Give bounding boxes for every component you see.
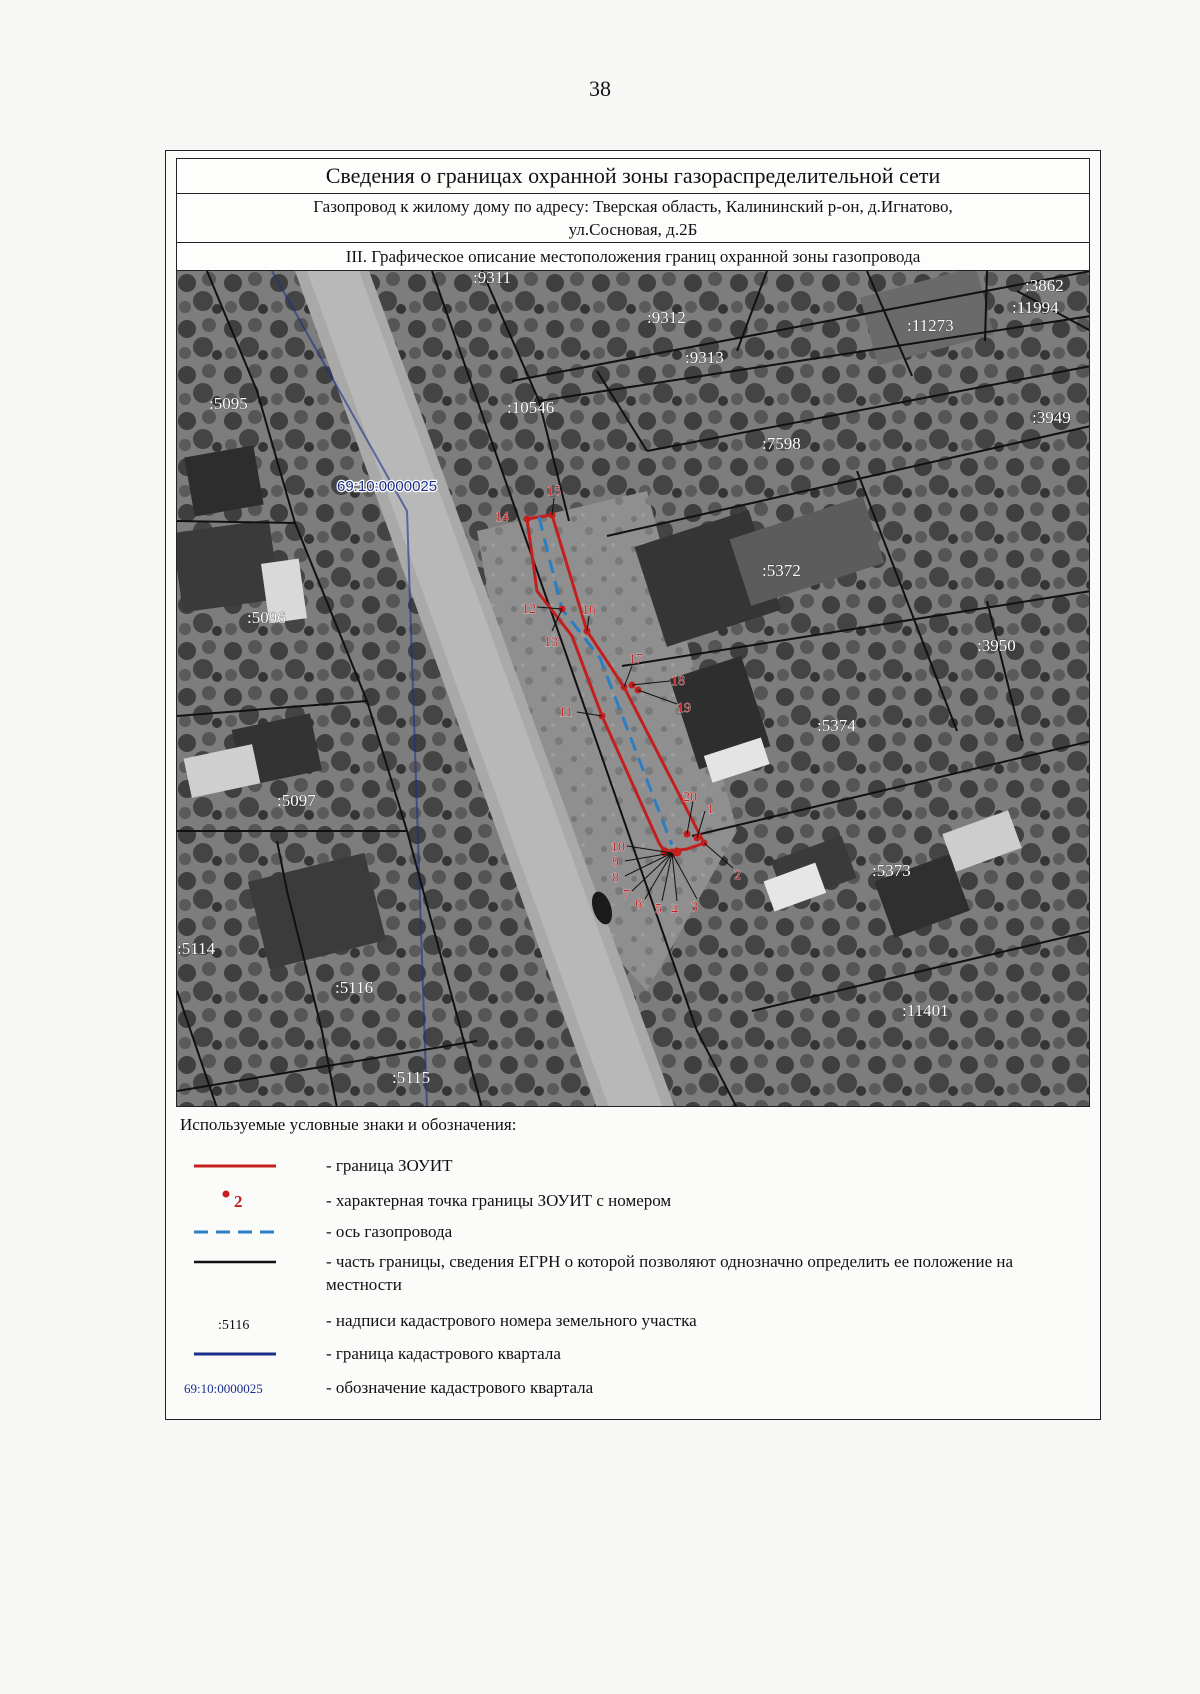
point-label-1: 1	[707, 802, 714, 817]
black-line-symbol	[180, 1247, 290, 1277]
point-label-20: 20	[683, 790, 697, 805]
page-number: 38	[589, 76, 611, 101]
point-label-3: 3	[691, 900, 698, 915]
legend-text: - обозначение кадастрового квартала	[326, 1378, 594, 1397]
legend-item-quarter-border	[166, 1339, 1102, 1369]
point-label-5: 5	[655, 902, 662, 917]
map-canvas	[177, 271, 1090, 1107]
protection-zone-sheet	[165, 150, 1101, 1420]
parcel-label: :5097	[277, 791, 316, 810]
point-label-7: 7	[623, 888, 630, 903]
legend-item-egrn-border	[166, 1247, 1102, 1297]
sheet-title: Сведения о границах охранной зоны газораспределительной сети	[176, 158, 1090, 194]
parcel-symbol-label: :5116	[218, 1318, 250, 1333]
legend-item-parcel-label	[166, 1307, 1102, 1337]
parcel-label-symbol	[180, 1307, 290, 1337]
legend-text: - часть границы, сведения ЕГРН о которой позволяют однозначно определить ее положение на местности	[326, 1252, 1014, 1294]
parcel-label: :7598	[762, 434, 801, 453]
parcel-label: :3862	[1025, 276, 1064, 295]
parcel-label: :5372	[762, 561, 801, 580]
parcel-label: :9311	[473, 271, 512, 287]
point-label-16: 16	[582, 603, 596, 618]
point-label-13: 13	[544, 635, 558, 650]
point-label-10: 10	[611, 840, 625, 855]
parcel-label: :5096	[247, 608, 286, 627]
quarter-symbol-label: 69:10:0000025	[184, 1381, 263, 1396]
legend-item-point	[166, 1185, 1102, 1215]
legend-item-pipeline-axis	[166, 1217, 1102, 1247]
point-label-11: 11	[559, 705, 573, 720]
legend-item-quarter-label	[166, 1373, 1102, 1403]
parcel-label: :9313	[685, 348, 724, 367]
legend-text: - граница кадастрового квартала	[326, 1344, 561, 1363]
parcel-label: :11401	[902, 1001, 949, 1020]
legend-text: - надписи кадастрового номера земельного участка	[326, 1311, 697, 1330]
point-symbol-label: 2	[234, 1192, 243, 1211]
legend-text: - характерная точка границы ЗОУИТ с номером	[326, 1191, 672, 1210]
quarter-label: 69:10:0000025	[337, 478, 438, 495]
parcel-label: :11994	[1012, 298, 1059, 317]
parcel-label: :5114	[177, 939, 216, 958]
parcel-label: :3949	[1032, 408, 1071, 427]
legend-title: Используемые условные знаки и обозначения:	[180, 1115, 517, 1134]
legend-text: - ось газопровода	[326, 1222, 453, 1241]
point-label-2: 2	[734, 868, 741, 883]
navy-line-symbol	[180, 1339, 290, 1369]
section-title: III. Графическое описание местоположения границ охранной зоны газопровода	[176, 242, 1090, 271]
parcel-label: :11273	[907, 316, 954, 335]
legend-item-zone-border	[166, 1151, 1102, 1181]
point-label-6: 6	[635, 897, 642, 912]
object-description	[176, 193, 1090, 243]
point-label-17: 17	[629, 652, 643, 667]
parcel-label: :10546	[507, 398, 555, 417]
parcel-label: :3950	[977, 636, 1016, 655]
point-label-19: 19	[677, 701, 691, 716]
red-point-symbol	[180, 1185, 290, 1215]
parcel-label: :5373	[872, 861, 911, 880]
parcel-label: :5115	[392, 1068, 431, 1087]
point-label-9: 9	[612, 855, 619, 870]
quarter-label-symbol	[180, 1373, 290, 1403]
point-label-8: 8	[612, 871, 619, 886]
point-label-15: 15	[547, 484, 561, 499]
legend-text: - граница ЗОУИТ	[326, 1156, 453, 1175]
parcel-label: :5095	[209, 394, 248, 413]
parcel-label: :5374	[817, 716, 856, 735]
point-label-14: 14	[495, 510, 509, 525]
parcel-label: :9312	[647, 308, 686, 327]
aerial-map	[176, 270, 1090, 1107]
point-label-4: 4	[671, 903, 678, 918]
point-label-18: 18	[671, 674, 685, 689]
object-line-1: Газопровод к жилому дому по адресу: Тверская область, Калининский р-он, д.Игнатово,	[313, 197, 953, 216]
blue-dashed-line-symbol	[180, 1217, 290, 1247]
parcel-label: :5116	[335, 978, 374, 997]
object-line-2: ул.Сосновая, д.2Б	[568, 220, 698, 239]
red-line-symbol	[180, 1151, 290, 1181]
point-label-12: 12	[522, 602, 536, 617]
